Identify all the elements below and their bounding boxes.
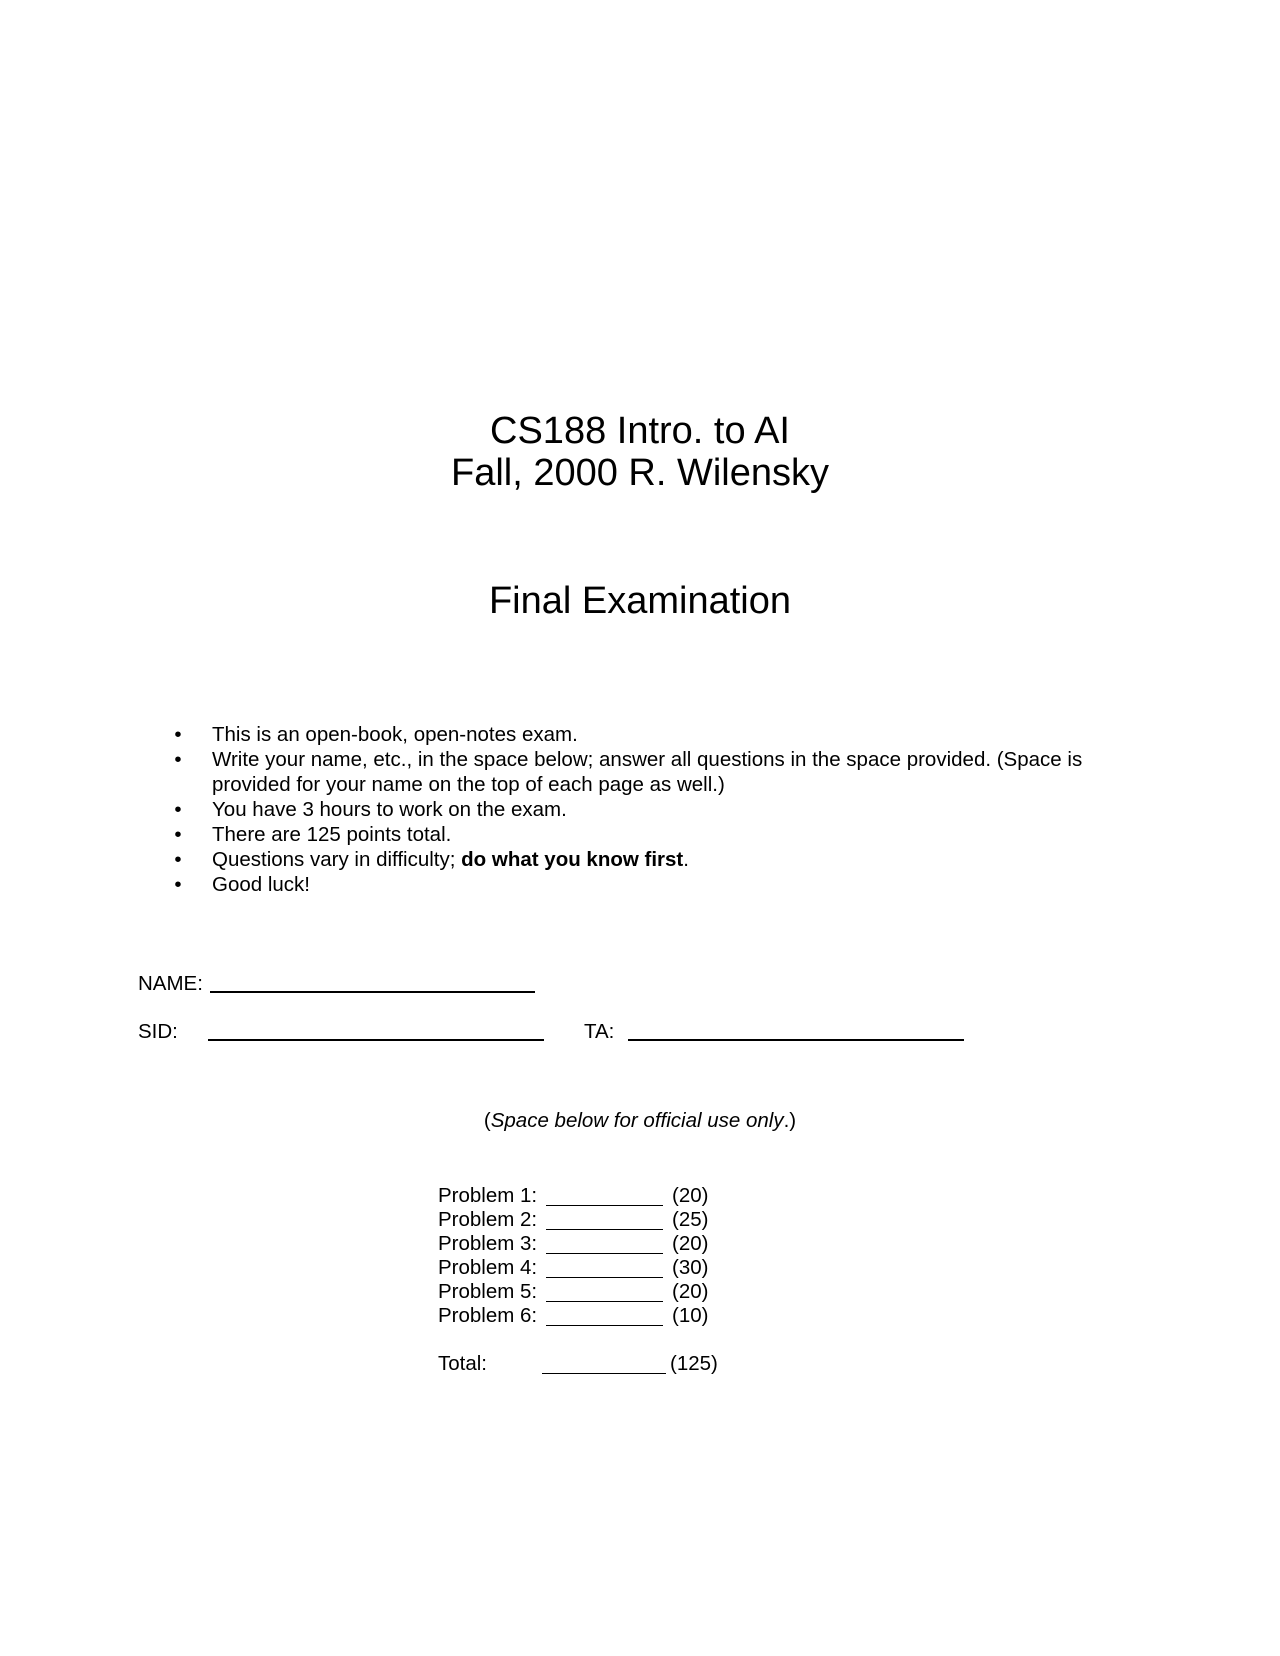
emphasis-text: do what you know first: [461, 848, 684, 871]
problem-label: Problem 3:: [438, 1232, 538, 1255]
score-blank[interactable]: [546, 1301, 663, 1302]
bullet-icon: •: [174, 873, 182, 896]
name-label: NAME:: [138, 972, 203, 995]
instruction-item: • There are 125 points total.: [168, 822, 1128, 847]
score-blank[interactable]: [546, 1253, 663, 1254]
bullet-icon: •: [174, 823, 182, 846]
score-blank[interactable]: [546, 1325, 663, 1326]
name-field[interactable]: [210, 991, 535, 993]
max-points: (20): [672, 1184, 709, 1207]
problem-label: Problem 6:: [438, 1304, 538, 1327]
score-blank[interactable]: [546, 1277, 663, 1278]
max-points: (20): [672, 1280, 709, 1303]
total-label: Total:: [438, 1352, 487, 1375]
instruction-item: • Write your name, etc., in the space below; answer all questions in the space provided. (Space is provided for your name on the top of each page as well.): [168, 747, 1128, 797]
official-use-note: (Space below for official use only.): [483, 1109, 797, 1132]
score-blank[interactable]: [546, 1205, 663, 1206]
problem-label: Problem 4:: [438, 1256, 538, 1279]
instruction-item: • Questions vary in difficulty; do what you know first.: [168, 847, 1128, 872]
sid-field[interactable]: [208, 1039, 544, 1041]
problem-label: Problem 2:: [438, 1208, 538, 1231]
total-blank[interactable]: [542, 1373, 666, 1374]
problem-label: Problem 5:: [438, 1280, 538, 1303]
bullet-icon: •: [174, 848, 182, 871]
max-points: (25): [672, 1208, 709, 1231]
sid-label: SID:: [138, 1020, 178, 1043]
total-points: (125): [670, 1352, 718, 1375]
max-points: (30): [672, 1256, 709, 1279]
max-points: (20): [672, 1232, 709, 1255]
course-title: CS188 Intro. to AI: [490, 410, 790, 452]
instruction-item: • Good luck!: [168, 872, 1128, 897]
term-and-instructor: Fall, 2000 R. Wilensky: [450, 452, 829, 494]
instructions-list: [168, 722, 1128, 897]
max-points: (10): [672, 1304, 709, 1327]
bullet-icon: •: [174, 798, 182, 821]
ta-field[interactable]: [628, 1039, 964, 1041]
problem-label: Problem 1:: [438, 1184, 538, 1207]
bullet-icon: •: [174, 723, 182, 746]
instruction-item: • This is an open-book, open-notes exam.: [168, 722, 1128, 747]
bullet-icon: •: [174, 748, 182, 771]
exam-title: Final Examination: [488, 580, 792, 622]
score-blank[interactable]: [546, 1229, 663, 1230]
ta-label: TA:: [584, 1020, 615, 1043]
instruction-item: • You have 3 hours to work on the exam.: [168, 797, 1128, 822]
